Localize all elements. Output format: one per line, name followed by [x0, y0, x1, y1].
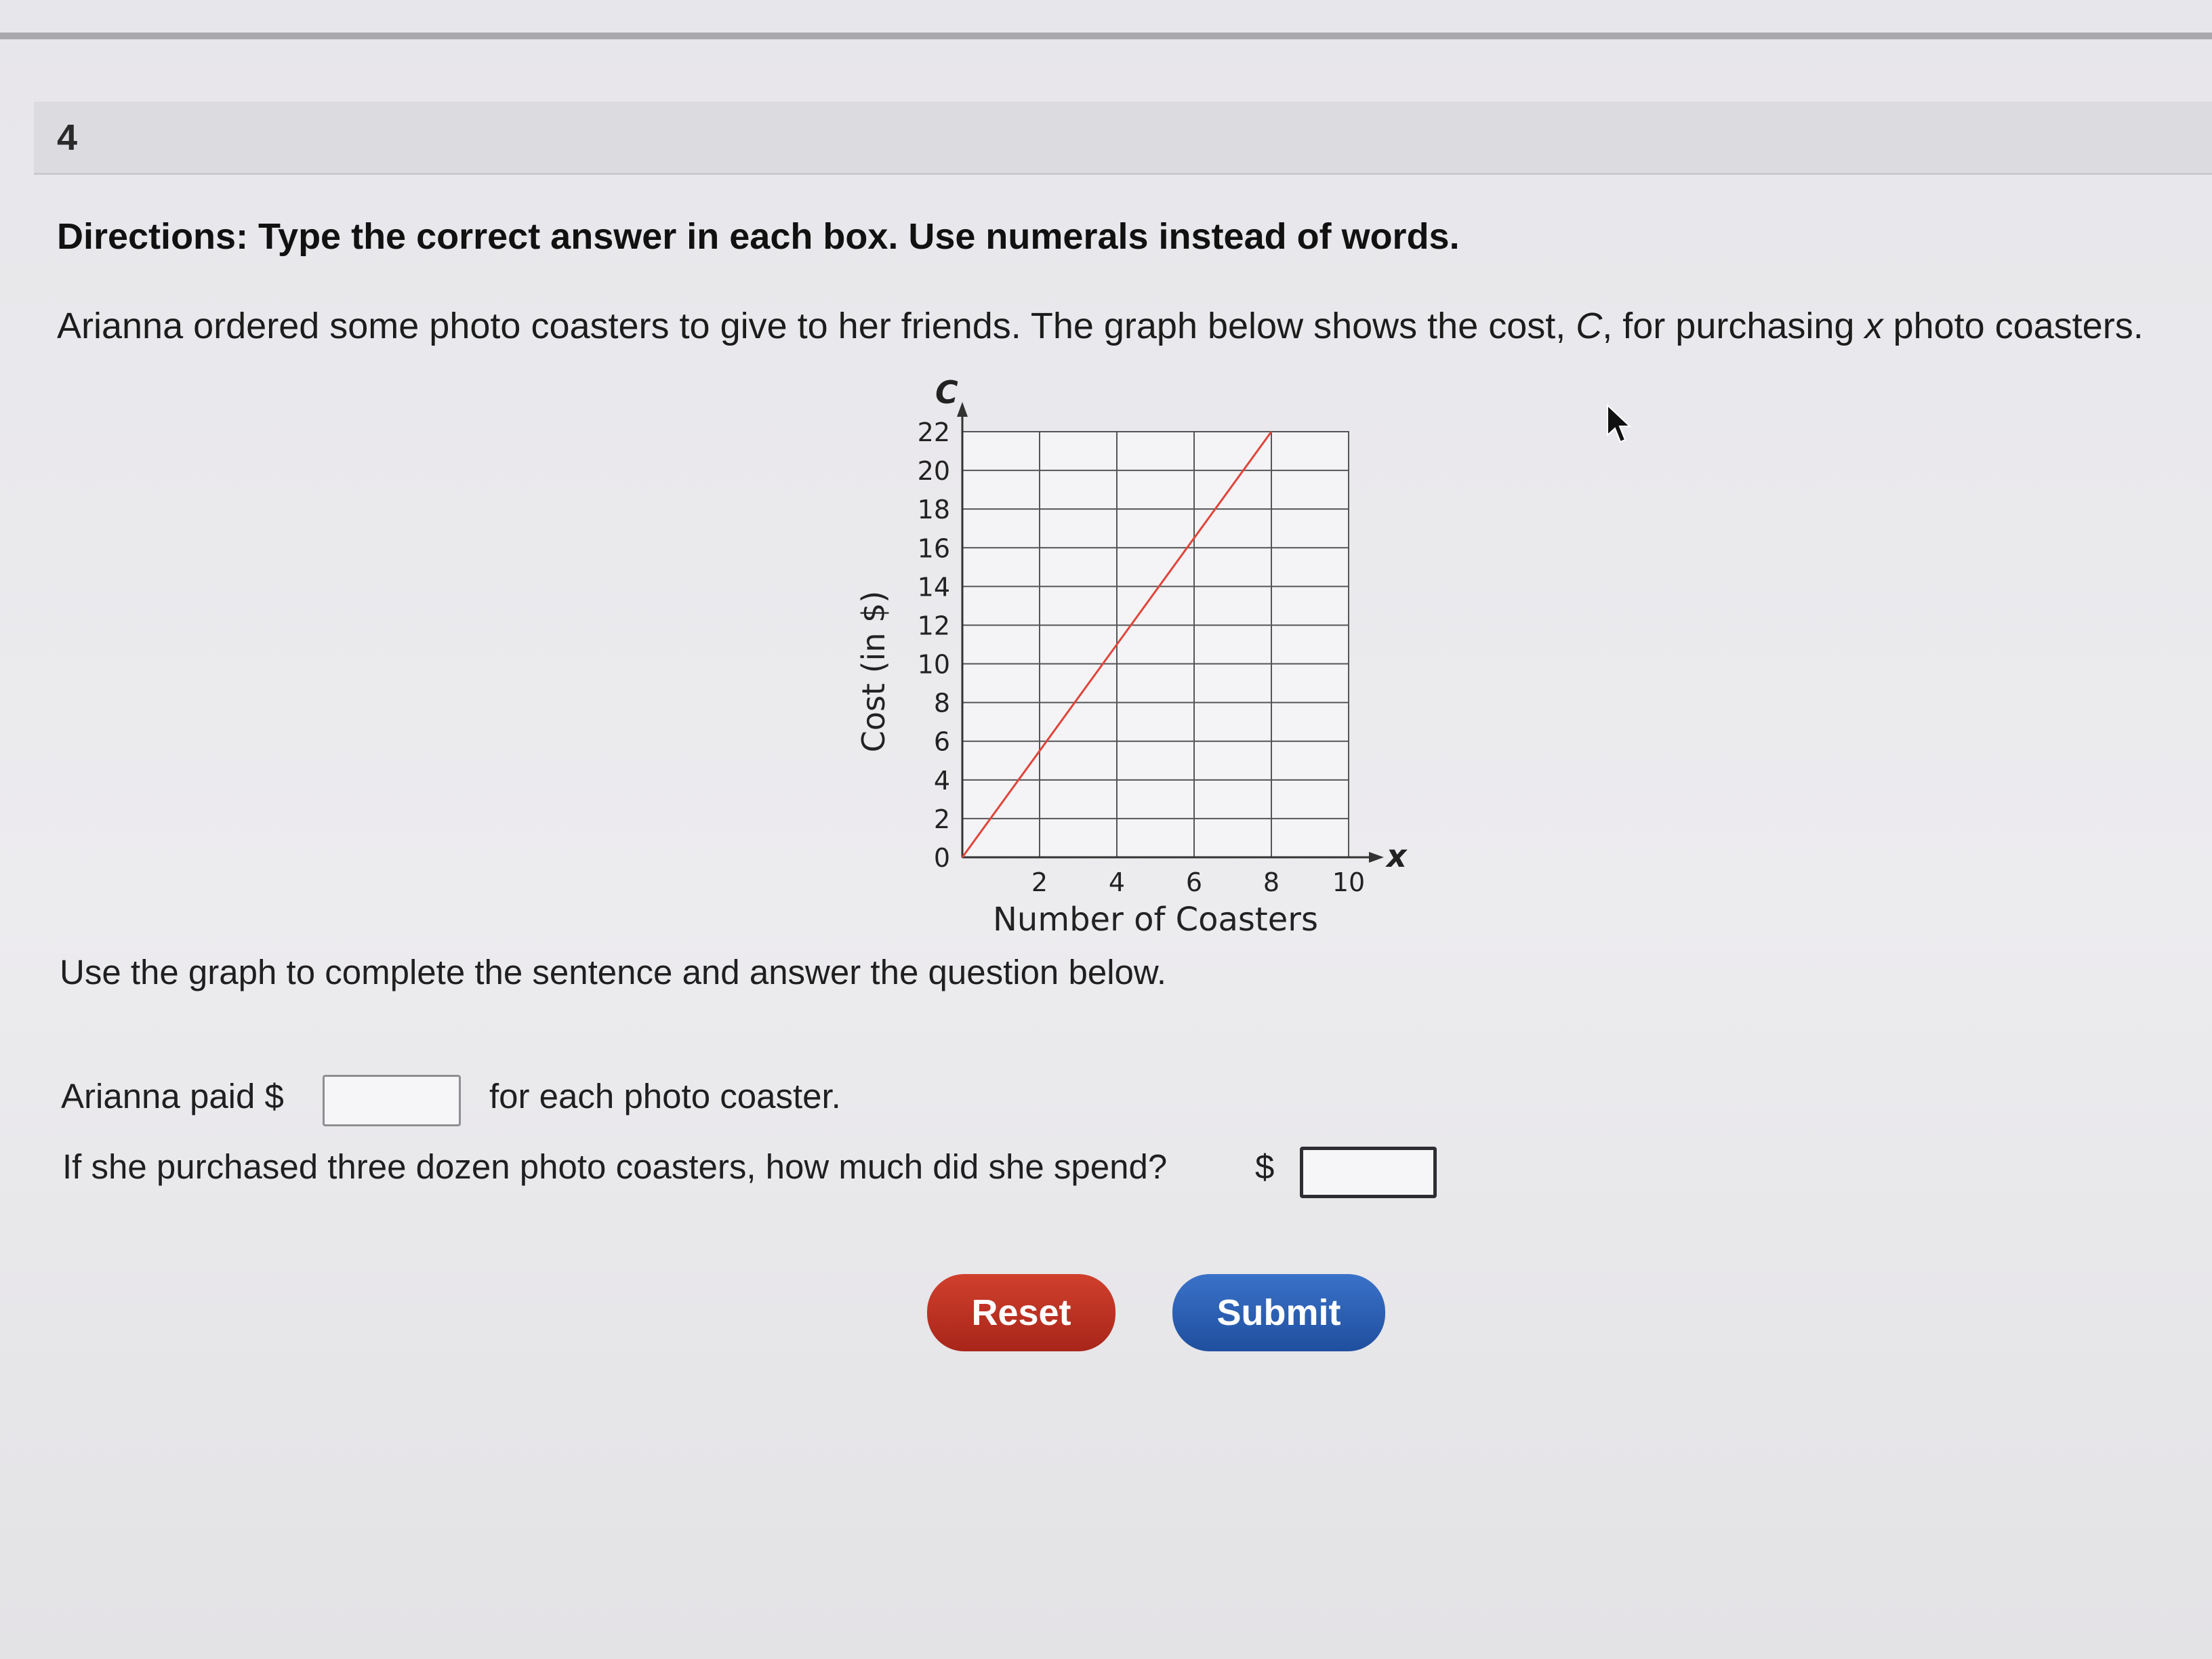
x-tick-label: 6 [1185, 867, 1203, 897]
question2-text: If she purchased three dozen photo coasters, how much did she spend? [62, 1147, 1168, 1186]
intro-part1: Arianna ordered some photo coasters to give to her friends. The graph below shows the cost, [57, 306, 1576, 346]
plot-area [962, 432, 1349, 857]
sentence1-before: Arianna paid $ [61, 1077, 284, 1115]
chart-svg [806, 366, 1416, 949]
question-header [34, 102, 2212, 175]
intro-var-c: C [1576, 306, 1603, 346]
x-tick-label: 4 [1108, 867, 1126, 897]
y-tick-label: 18 [917, 495, 950, 525]
y-tick-label: 2 [933, 804, 950, 834]
per-coaster-answer-input[interactable] [323, 1075, 461, 1126]
x-axis-symbol: x [1387, 838, 1407, 874]
y-tick-label: 14 [917, 572, 950, 602]
y-tick-label: 10 [917, 649, 950, 680]
total-answer-input[interactable] [1300, 1147, 1437, 1198]
y-tick-label: 20 [917, 456, 950, 487]
y-tick-label: 0 [933, 843, 950, 873]
question-number: 4 [57, 117, 78, 158]
x-tick-label: 8 [1263, 867, 1280, 897]
y-tick-label: 8 [933, 688, 950, 718]
cost-chart [806, 366, 1416, 952]
y-tick-label: 6 [933, 726, 950, 757]
sentence1-after: for each photo coaster. [489, 1077, 841, 1115]
y-axis-symbol: C [935, 374, 958, 411]
submit-button[interactable]: Submit [1172, 1274, 1385, 1351]
y-tick-label: 16 [917, 533, 950, 564]
y-axis-label: Cost (in $) [855, 590, 892, 753]
mouse-cursor-icon [1606, 404, 1633, 448]
y-axis-arrow-icon [957, 402, 968, 417]
intro-part3: photo coasters. [1883, 306, 2144, 346]
intro-part2: , for purchasing [1602, 306, 1865, 346]
problem-intro [57, 305, 2144, 347]
instruction-text: Use the graph to complete the sentence and answer the question below. [60, 953, 1167, 991]
y-tick-label: 4 [933, 765, 950, 796]
x-tick-label: 10 [1332, 867, 1366, 897]
intro-var-x: x [1864, 306, 1883, 346]
y-tick-label: 12 [917, 611, 950, 641]
reset-button[interactable]: Reset [927, 1274, 1115, 1351]
top-divider [0, 33, 2212, 39]
directions-text: Directions: Type the correct answer in each box. Use numerals instead of words. [57, 216, 1460, 257]
y-tick-label: 22 [917, 417, 950, 447]
x-axis-arrow-icon [1369, 852, 1384, 863]
x-tick-label: 2 [1031, 867, 1048, 897]
x-axis-label: Number of Coasters [993, 901, 1318, 939]
question2-currency: $ [1255, 1147, 1275, 1186]
